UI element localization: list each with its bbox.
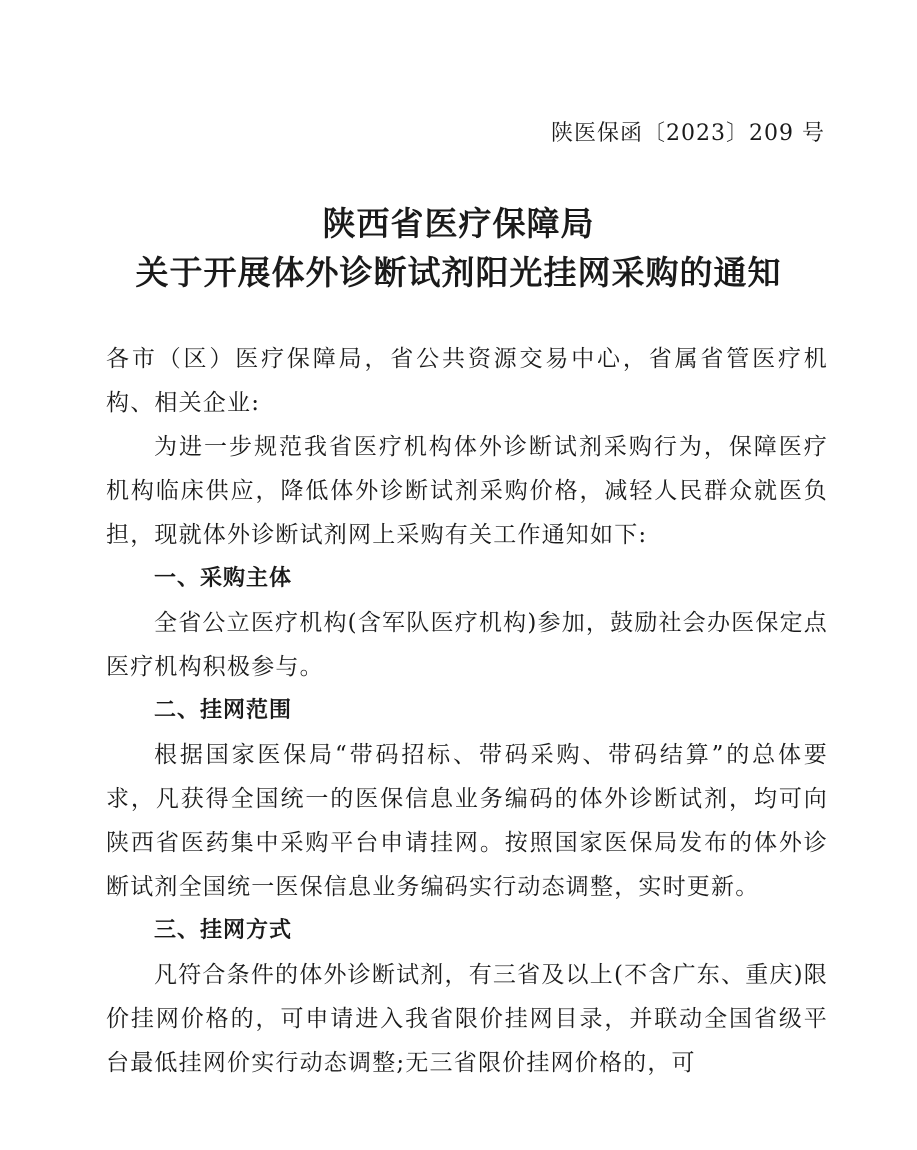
intro-paragraph: 为进一步规范我省医疗机构体外诊断试剂采购行为，保障医疗机构临床供应，降低体外诊断试剂采购价格，减轻人民群众就医负担，现就体外诊断试剂网上采购有关工作通知如下: xyxy=(106,434,828,548)
section-heading-2: 二、挂网范围 xyxy=(154,698,293,723)
document-title-line1: 陕西省医疗保障局 xyxy=(322,204,595,243)
document-title-line2: 关于开展体外诊断试剂阳光挂网采购的通知 xyxy=(135,253,782,292)
document-number: 陕医保函〔2023〕209 号 xyxy=(551,121,825,146)
document-body xyxy=(106,337,828,1085)
section-text-1: 全省公立医疗机构(含军队医疗机构)参加，鼓励社会办医保定点医疗机构积极参与。 xyxy=(106,610,828,680)
section-text-2: 根据国家医保局“带码招标、带码采购、带码结算”的总体要求，凡获得全国统一的医保信息业务编码的体外诊断试剂，均可向陕西省医药集中采购平台申请挂网。按照国家医保局发布的体外诊断试剂全国统一医保信息业务编码实行动态调整，实时更新。 xyxy=(106,742,828,900)
section-text-3: 凡符合条件的体外诊断试剂，有三省及以上(不含广东、重庆)限价挂网价格的，可申请进入我省限价挂网目录，并联动全国省级平台最低挂网价实行动态调整;无三省限价挂网价格的，可 xyxy=(106,962,828,1076)
section-heading-3: 三、挂网方式 xyxy=(154,918,293,943)
section-heading-1: 一、采购主体 xyxy=(154,566,293,591)
addressee-paragraph: 各市（区）医疗保障局，省公共资源交易中心，省属省管医疗机构、相关企业: xyxy=(106,346,828,416)
